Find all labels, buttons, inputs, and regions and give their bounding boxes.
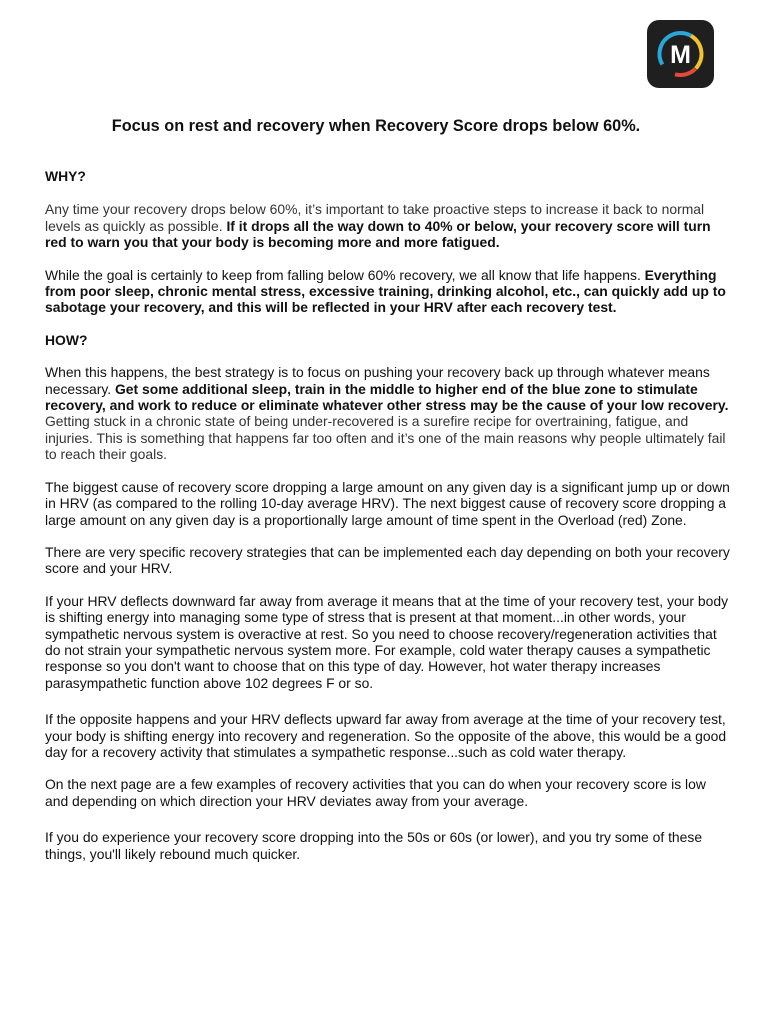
paragraph-text: When this happens, the best strategy is to focus on pushing your recovery back up through whatever means necessary. (45, 364, 710, 397)
paragraph-how-1 (45, 364, 731, 462)
paragraph-how-7: If you do experience your recovery score dropping into the 50s or 60s (or lower), and you try some of these things, you'll likely rebound much quicker. (45, 829, 703, 862)
paragraph-how-5: If the opposite happens and your HRV deflects upward far away from average at the time of your recovery test, your body is shifting energy into recovery and regeneration. So the opposite of the above, this would be a good day for a recovery activity that stimulates a sympathetic response...such as cold water therapy. (45, 711, 727, 760)
paragraph-how-2: The biggest cause of recovery score dropping a large amount on any given day is a significant jump up or down in HRV (as compared to the rolling 10-day average HRV). The next biggest cause of recovery score dropping a large amount on any given day is a proportionally large amount of time spent in the Overload (red) Zone. (45, 478, 730, 528)
logo-letter: M (670, 41, 691, 69)
paragraph-text: Getting stuck in a chronic state of being under-recovered is a surefire recipe for overtraining, fatigue, and injuries. This is something that happens far too often and it’s one of the main reasons why people ultimately fail to reach their goals. (45, 413, 726, 463)
m-circle-logo-icon (647, 20, 714, 88)
how-heading: HOW? (45, 331, 88, 348)
paragraph-how-4: If your HRV deflects downward far away from average it means that at the time of your recovery test, your body is shifting energy into managing some type of stress that is present at that moment...in other words, your sympathetic nervous system is overactive at rest. So you need to choose recovery/regeneration activities that do not strain your sympathetic nervous system more. For example, cold water therapy causes a sympathetic response so you don't want to choose that on this type of day. However, hot water therapy increases parasympathetic function above 102 degrees F or so. (45, 592, 729, 691)
document-body (45, 168, 731, 862)
paragraph-why-2 (45, 267, 731, 316)
paragraph-text: While the goal is certainly to keep from falling below 60% recovery, we all know that life happens. (45, 266, 645, 283)
app-logo (647, 20, 714, 88)
paragraph-emphasis: Get some additional sleep, train in the middle to higher end of the blue zone to stimulate recovery, and work to reduce or eliminate whatever other stress may be the cause of your low recovery. (45, 380, 729, 414)
document-title: Focus on rest and recovery when Recovery Score drops below 60%. (111, 117, 641, 135)
paragraph-text: Any time your recovery drops below 60%, it’s important to take proactive steps to increase it back to normal levels as quickly as possible. (45, 201, 705, 234)
paragraph-why-1 (45, 201, 731, 250)
why-heading: WHY? (45, 168, 86, 184)
paragraph-emphasis: Everything from poor sleep, chronic mental stress, excessive training, drinking alcohol, etc., can quickly add up to sabotage your recovery, and this will be reflected in your HRV after each recovery test. (45, 266, 726, 316)
paragraph-how-3: There are very specific recovery strategies that can be implemented each day depending on both your recovery score and your HRV. (45, 543, 730, 577)
paragraph-emphasis: If it drops all the way down to 40% or below, your recovery score will turn red to warn you that your body is becoming more and more fatigued. (45, 217, 711, 251)
paragraph-how-6: On the next page are a few examples of recovery activities that you can do when your recovery score is low and depending on which direction your HRV deviates away from your average. (45, 776, 706, 809)
